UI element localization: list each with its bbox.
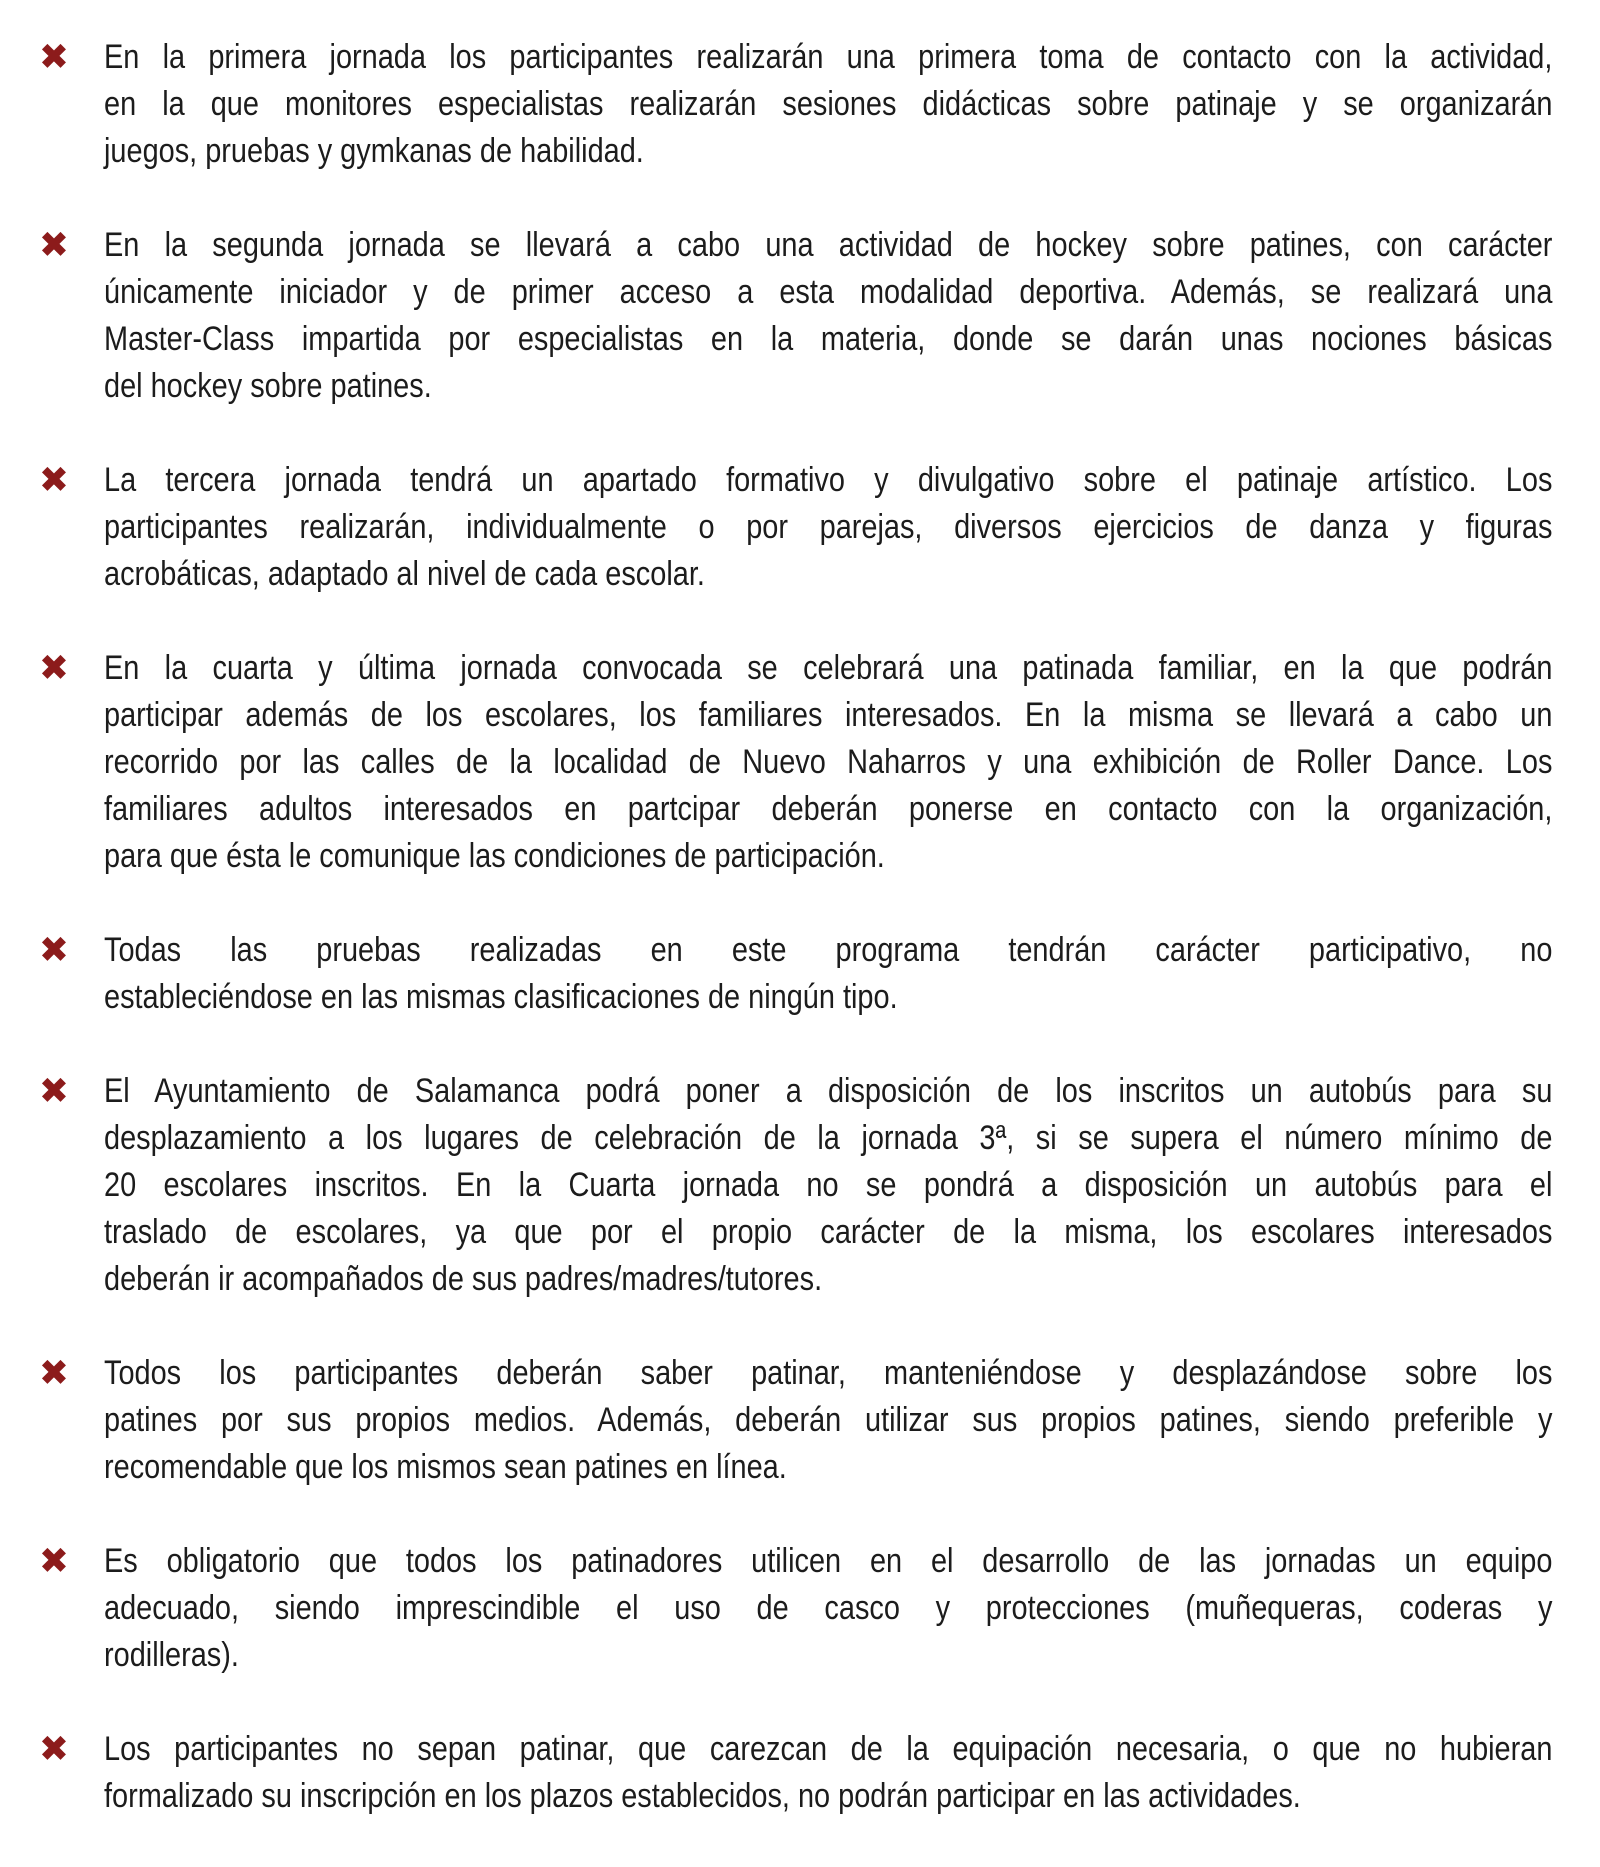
x-mark-icon: ✖ xyxy=(38,1729,70,1770)
paragraph xyxy=(104,1350,1552,1491)
paragraph xyxy=(104,645,1552,880)
text-line: rodilleras). xyxy=(104,1636,239,1674)
text-line: Master-Class impartida por especialistas en la materia, donde se darán unas nociones básicas xyxy=(104,320,1553,358)
text-line: En la primera jornada los participantes realizarán una primera toma de contacto con la actividad, xyxy=(104,38,1553,76)
text-line: Es obligatorio que todos los patinadores utilicen en el desarrollo de las jornadas un equipo xyxy=(104,1542,1553,1580)
text-line: traslado de escolares, ya que por el propio carácter de la misma, los escolares interesados xyxy=(104,1213,1553,1251)
text-line: formalizado su inscripción en los plazos establecidos, no podrán participar en las actividades. xyxy=(104,1777,1301,1815)
text-line: acrobáticas, adaptado al nivel de cada escolar. xyxy=(104,555,705,593)
bullet-list xyxy=(0,34,1600,1867)
text-line: desplazamiento a los lugares de celebración de la jornada 3ª, si se supera el número mínimo de xyxy=(104,1119,1553,1157)
paragraph xyxy=(104,457,1552,598)
list-item xyxy=(0,34,1600,175)
text-line: En la cuarta y última jornada convocada se celebrará una patinada familiar, en la que podrán xyxy=(104,649,1553,687)
x-mark-icon: ✖ xyxy=(38,1353,70,1394)
x-mark-icon: ✖ xyxy=(38,37,70,78)
text-line: para que ésta le comunique las condiciones de participación. xyxy=(104,837,885,875)
text-line: El Ayuntamiento de Salamanca podrá poner a disposición de los inscritos un autobús para su xyxy=(104,1072,1553,1110)
text-line: Todos los participantes deberán saber patinar, manteniéndose y desplazándose sobre los xyxy=(104,1354,1553,1392)
x-mark-icon: ✖ xyxy=(38,930,70,971)
text-line: familiares adultos interesados en partcipar deberán ponerse en contacto con la organización, xyxy=(104,790,1553,828)
text-line: en la que monitores especialistas realizarán sesiones didácticas sobre patinaje y se organizarán xyxy=(104,85,1553,123)
text-line: juegos, pruebas y gymkanas de habilidad. xyxy=(104,132,644,170)
text-line: patines por sus propios medios. Además, deberán utilizar sus propios patines, siendo preferible y xyxy=(104,1401,1553,1439)
text-line: Los participantes no sepan patinar, que carezcan de la equipación necesaria, o que no hubieran xyxy=(104,1730,1553,1768)
x-mark-icon: ✖ xyxy=(38,225,70,266)
text-line: del hockey sobre patines. xyxy=(104,367,432,405)
x-mark-icon: ✖ xyxy=(38,648,70,689)
list-item xyxy=(0,1726,1600,1820)
text-line: Todas las pruebas realizadas en este programa tendrán carácter participativo, no xyxy=(104,931,1553,969)
list-item xyxy=(0,1068,1600,1303)
text-line: En la segunda jornada se llevará a cabo una actividad de hockey sobre patines, con carácter xyxy=(104,226,1553,264)
paragraph xyxy=(104,34,1552,175)
list-item xyxy=(0,1350,1600,1491)
text-line: únicamente iniciador y de primer acceso a esta modalidad deportiva. Además, se realizará una xyxy=(104,273,1553,311)
paragraph xyxy=(104,222,1552,410)
text-line: deberán ir acompañados de sus padres/madres/tutores. xyxy=(104,1260,823,1298)
text-line: 20 escolares inscritos. En la Cuarta jornada no se pondrá a disposición un autobús para el xyxy=(104,1166,1553,1204)
paragraph xyxy=(104,1068,1552,1303)
text-line: recorrido por las calles de la localidad de Nuevo Naharros y una exhibición de Roller Dance. Los xyxy=(104,743,1553,781)
text-line: participantes realizarán, individualmente o por parejas, diversos ejercicios de danza y figuras xyxy=(104,508,1553,546)
list-item xyxy=(0,222,1600,410)
list-item xyxy=(0,457,1600,598)
text-line: recomendable que los mismos sean patines en línea. xyxy=(104,1448,787,1486)
text-line: La tercera jornada tendrá un apartado formativo y divulgativo sobre el patinaje artístico. Los xyxy=(104,461,1553,499)
x-mark-icon: ✖ xyxy=(38,460,70,501)
paragraph xyxy=(104,927,1552,1021)
text-line: participar además de los escolares, los familiares interesados. En la misma se llevará a cabo un xyxy=(104,696,1553,734)
paragraph xyxy=(104,1726,1552,1820)
paragraph xyxy=(104,1538,1552,1679)
x-mark-icon: ✖ xyxy=(38,1541,70,1582)
x-mark-icon: ✖ xyxy=(38,1071,70,1112)
text-line: adecuado, siendo imprescindible el uso de casco y protecciones (muñequeras, coderas y xyxy=(104,1589,1553,1627)
list-item xyxy=(0,927,1600,1021)
list-item xyxy=(0,645,1600,880)
text-line: estableciéndose en las mismas clasificaciones de ningún tipo. xyxy=(104,978,898,1016)
list-item xyxy=(0,1538,1600,1679)
